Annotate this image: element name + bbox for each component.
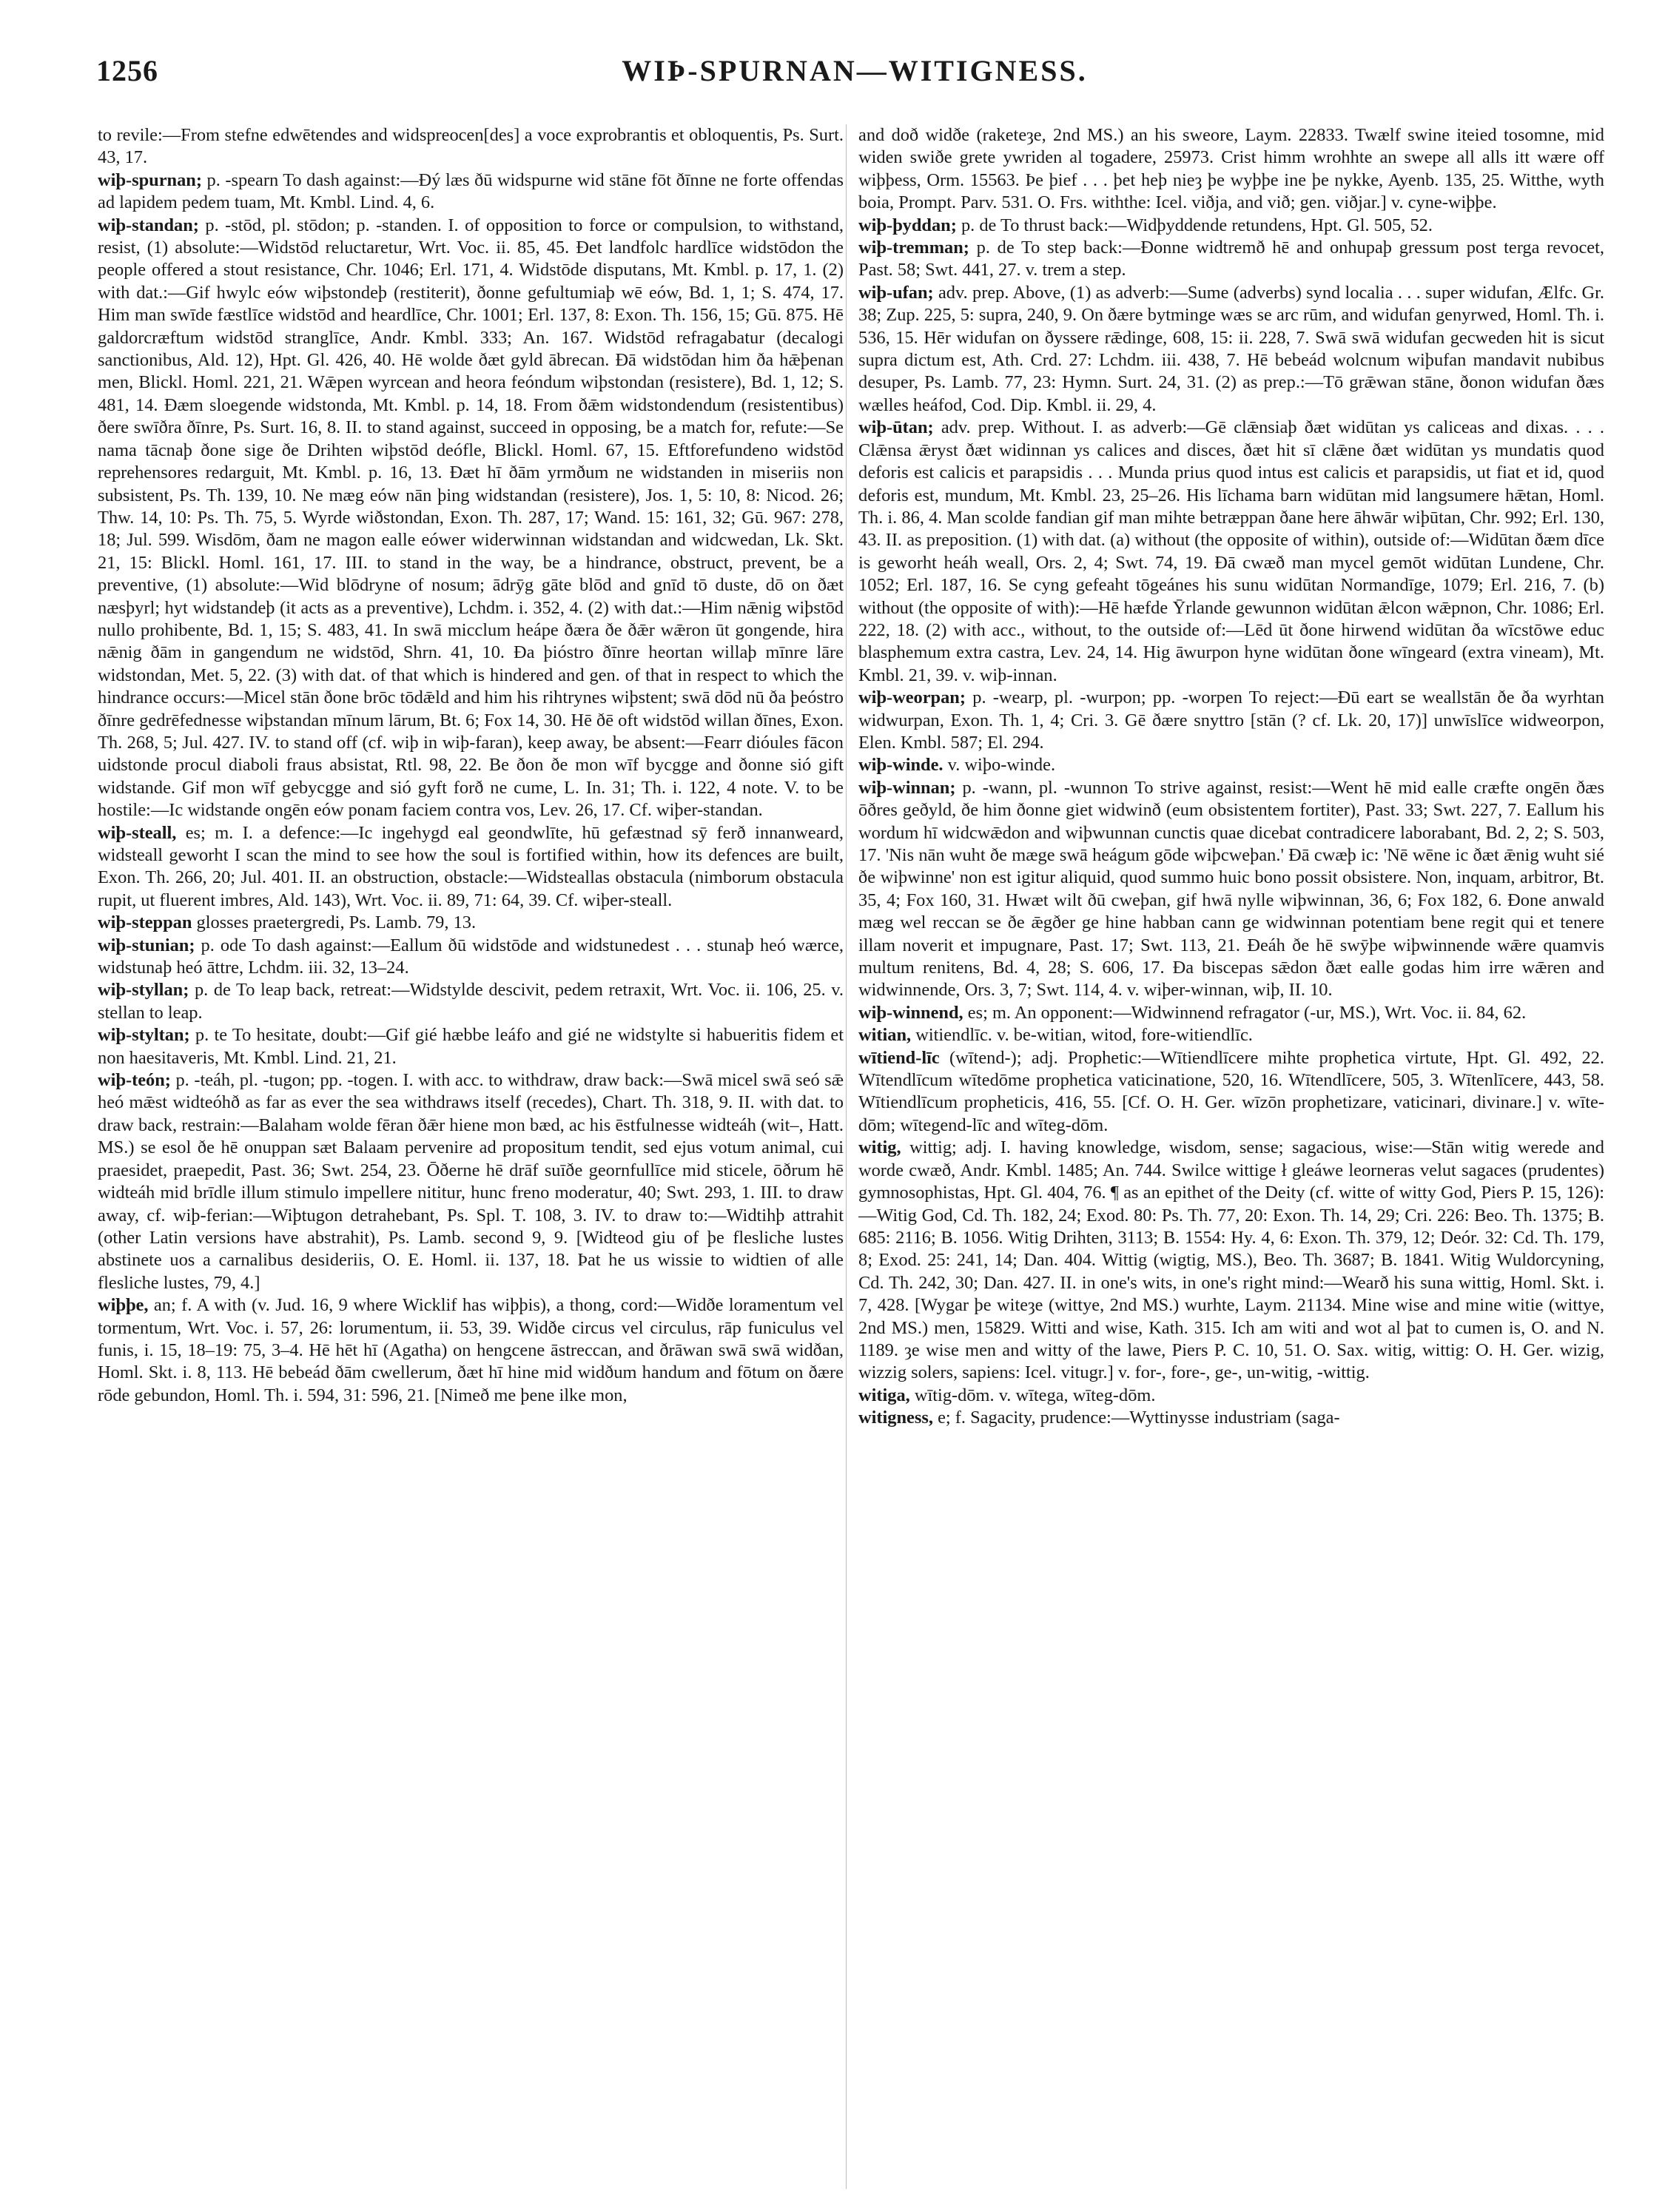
dictionary-entry [858, 237, 1604, 282]
column-divider [846, 124, 847, 2189]
dictionary-entry [858, 1047, 1604, 1137]
entry-headword: wiþ-teón; [98, 1070, 171, 1091]
entry-text: p. de To leap back, retreat:—Widstylde descivit, pedem retraxit, Wrt. Voc. ii. 106, 25. v. stellan to leap. [98, 980, 844, 1023]
entry-headword: wiþþe, [98, 1295, 149, 1316]
dictionary-entry [858, 754, 1604, 776]
entry-text: e; f. Sagacity, prudence:—Wyttinysse industriam (saga- [932, 1408, 1340, 1428]
dictionary-entry [98, 1024, 844, 1069]
dictionary-entry [858, 1002, 1604, 1024]
entry-headword: wītiend-līc [858, 1047, 940, 1068]
entry-text: wittig; adj. I. having knowledge, wisdom, sense; sagacious, wise:—Stān witig werede and worde cwæð, Andr. Kmbl. 1485; An. 744. Swilce wittige ł gleáwe leorneras velut sagaces (prudentes) gymnosophistas, Hpt. Gl. 404, 76. ¶ as an epithet of the Deity (cf. witte of witty God, Piers P. 15, 126):—Witig God, Cd. Th. 182, 24; Exod. 80: Ps. Th. 77, 20: Exon. Th. 14, 29; Cri. 226: Beo. Th. 1375; B. 685: 2116; B. 1056. Witig Drihten, 3113; B. 1554: Hy. 4, 6: Exon. Th. 379, 12; Deór. 32: Cd. Th. 179, 8; Exod. 25: 241, 14; Dan. 404. Wittig (wigtig, MS.), Beo. Th. 3687; B. 1841. Witig Wuldorcyning, Cd. Th. 242, 30; Dan. 427. II. in one's wits, in one's right mind:—Wearð his suna wittig, Homl. Skt. i. 7, 428. [Wygar þe witeȝe (wittye, 2nd MS.) wurhte, Laym. 21134. Mine wise and mine witie (wittye, 2nd MS.) men, 15829. Witti and wise, Kath. 315. Ich am witi and wot al þat to cumen is, O. and N. 1189. ȝe wise men and witty of the lawe, Piers P. C. 10, 51. O. Sax. witig, wittig: O. H. Ger. wizig, wizzig solers, sapiens: Icel. vitugr.] v. for-, fore-, ge-, un-witig, -wittig. [858, 1137, 1604, 1383]
entry-text: p. -wann, pl. -wunnon To strive against, resist:—Went hē mid ealle cræfte ongēn ðæs ōðres geðyld, ðe him ðonne giet widwinð (eum obsistentem fortiter), Past. 33; Swt. 227, 7. Eallum his wordum hī widcwǣdon and wiþwunnan cunctis quae dicebat contradicere laborabant, Bd. 2, 2; S. 503, 17. 'Nis nān wuht ðe mæge swā heágum gōde wiþcweþan.' Ðā cwæþ ic: 'Nē wēne ic ðæt ǣnig wuht sié ðe wiþwinne' non est igitur aliquid, quod summo huic bono possit obsistere. Non, inquam, arbitror, Bt. 35, 4; Fox 160, 31. Hwæt wilt ðū cweþan, gif hwā nylle wiþwinnan, 36, 6; Fox 182, 6. Ðone anwald mæg wel reccan se ðe ǣgðer ge hine habban cann ge widwinnan potentiam bene regit qui et tenere illam noverit et impugnare, Past. 17; Swt. 113, 21. Ðeáh ðe hē swȳþe wiþwinnende wǣre quamvis multum renitens, Bd. 4, 28; S. 606, 17. Ða biscepas sǣdon ðæt ealle godas him irre wǣren and widwinnende, Ors. 3, 7; Swt. 114, 4. v. wiþer-winnan, wiþ, II. 10. [858, 777, 1604, 1001]
entry-text: an; f. A with (v. Jud. 16, 9 where Wicklif has wiþþis), a thong, cord:—Widðe loramentum vel tormentum, Wrt. Voc. i. 57, 26: lorumentum, ii. 53, 39. Widðe circus vel circulus, rāp funiculus vel funis, i. 15, 18–19: 75, 3–4. Hē hēt hī (Agatha) on hengcene āstreccan, and ðrāwan swā swā widðan, Homl. Skt. i. 8, 113. Hē bebeád ðām cwellerum, ðæt hī hine mid widðum handum and fōtum on ðære rōde gebundon, Homl. Th. i. 594, 31: 596, 21. [Nimeð me þene ilke mon, [98, 1295, 844, 1405]
entry-text: adv. prep. Above, (1) as adverb:—Sume (adverbs) synd localia . . . super widufan, Ælfc. Gr. 38; Zup. 225, 5: supra, 240, 9. On ðære bytminge wæs se arc rūm, and widufan genyrwed, Homl. Th. i. 536, 15. Hēr widufan on ðyssere rǣdinge, 608, 15: ii. 228, 7. Swā swā widufan gecweden hit is sicut supra dictum est, Ath. Crd. 27: Lchdm. iii. 438, 7. Hē bebeád wolcnum wiþufan mandavit nubibus desuper, Ps. Lamb. 77, 23: Hymn. Surt. 24, 31. (2) as prep.:—Tō grǣwan stāne, ðonon widufan ðæs wælles heáfod, Cod. Dip. Kmbl. ii. 29, 4. [858, 282, 1604, 415]
running-head [96, 53, 1613, 105]
entry-headword: wiþ-weorpan; [858, 688, 966, 708]
dictionary-entry [98, 215, 844, 822]
entry-continuation [858, 124, 1604, 215]
dictionary-entry [98, 979, 844, 1024]
entry-headword: wiþ-winde. [858, 755, 944, 776]
entry-text: p. -stōd, pl. stōdon; p. -standen. I. of opposition to force or compulsion, to withstand, resist, (1) absolute:—Widstōd reluctaretur, Wrt. Voc. ii. 85, 45. Ðet landfolc hardlīce widstōdon the people offered a stout resistance, Chr. 1046; Erl. 171, 4. Widstōde disputans, Mt. Kmbl. p. 17, 1. (2) with dat.:—Gif hwylc eów wiþstondeþ (restiterit), ðonne gefultumiaþ wē eów, Bd. 1, 1; S. 474, 17. Him man swīde fæstlīce widstōd and heardlīce, Chr. 1001; Erl. 137, 8: Exon. Th. 156, 15; Gū. 875. Hē galdorcræftum widstōd stranglīce, Andr. Kmbl. 333; An. 167. Widstōd refragabatur (decalogi sanctionibus, Ald. 12), Hpt. Gl. 426, 40. Hē wolde ðæt gyld ābrecan. Ðā widstōdan him ða hǣþenan men, Blickl. Homl. 221, 21. Wǣpen wyrcean and heora feóndum wiþstondan (resistere), Bd. 1, 12; S. 481, 14. Ðæm sloegende widstonda, Mt. Kmbl. p. 14, 18. From ðǣm widstondendum (resistentibus) ðere swīðra ðīnre, Ps. Surt. 16, 8. II. to stand against, succeed in opposing, be a match for, refute:—Se nama tācnaþ ðone sige ðe Drihten wiþstōd deófle, Blickl. Homl. 67, 15. Eftforefundeno widstōd reprehensores redarguit, Mt. Kmbl. p. 16, 13. Ðæt hī ðām yrmðum ne widstanden in miseriis non subsistent, Ps. Th. 139, 10. Ne mæg eów nān þing widstandan (resistere), Jos. 1, 5: 10, 8: Nicod. 26; Thw. 14, 10: Ps. Th. 75, 5. Wyrde wiðstondan, Exon. Th. 287, 17; Wand. 15: 161, 32; Gū. 967: 278, 18; Jul. 599. Wisdōm, ðam ne magon ealle eówer widerwinnan widstandan and widcwedan, Lk. Skt. 21, 15: Blickl. Homl. 161, 17. III. to stand in the way, be a hindrance, obstruct, prevent, be a preventive, (1) absolute:—Wid blōdryne of nosum; ādrȳg gāte blōd and gnīd tō duste, dō on ðæt næsþyrl; hyt widstandeþ (it acts as a preventive), Lchdm. i. 352, 4. (2) with dat.:—Him nǣnig wiþstōd nullo prohibente, Bd. 1, 15; S. 483, 41. In swā micclum heápe ðæra ðe ðǣr wǣron ūt gongende, hira nǣnig ðām in gangendum ne widstōd, Shrn. 41, 10. Ða þióstro ðīnre heortan willaþ mīnre lāre widstondan, Met. 5, 22. (3) with dat. of that which is hindered and gen. of that in respect to which the hindrance occurs:—Micel stān ðone brōc tōdǣld and him his rihtrynes wiþstent; swā dōd nū ða þeóstro ðīnre gedrēfednesse wiþstandan mīnum lārum, Bt. 6; Fox 14, 30. Hē ðē oft widstōd willan ðīnes, Exon. Th. 268, 5; Jul. 427. IV. to stand off (cf. wiþ in wiþ-faran), keep away, be absent:—Fearr dióules fācon uidstonde procul diaboli fraus absistat, Rtl. 98, 22. Be ðon ðe mon wīf bycgge and ðonne sió gift widstande. Gif mon wīf gebycgge and sió gyft forð ne cume, L. In. 31; Th. i. 122, 4 note. V. to be hostile:—Ic widstande ongēn eów ponam faciem contra vos, Lev. 26, 17. Cf. wiþer-standan. [98, 215, 844, 821]
entry-text: p. -spearn To dash against:—Ðý læs ðū widspurne wid stāne fōt ðīnne ne forte offendas ad lapidem pedem tuam, Mt. Kmbl. Lind. 4, 6. [98, 169, 844, 213]
entry-text: p. de To step back:—Ðonne widtremð hē and onhupaþ gressum post terga revocet, Past. 58; Swt. 441, 27. v. trem a step. [858, 238, 1604, 280]
entry-text: p. ode To dash against:—Eallum ðū widstōde and widstunedest . . . stunaþ heó wærce, widstunaþ heó āttre, Lchdm. iii. 32, 13–24. [98, 935, 844, 978]
entry-headword: wiþ-ufan; [858, 282, 934, 303]
entry-text: es; m. An opponent:—Widwinnend refragator (-ur, MS.), Wrt. Voc. ii. 84, 62. [963, 1002, 1527, 1023]
dictionary-entry [858, 417, 1604, 687]
entry-text: glosses praetergredi, Ps. Lamb. 79, 13. [192, 912, 477, 933]
dictionary-entry [98, 912, 844, 934]
entry-headword: wiþ-styllan; [98, 980, 189, 1001]
entry-text: p. de To thrust back:—Widþyddende retundens, Hpt. Gl. 505, 52. [956, 215, 1433, 235]
entry-headword: wiþ-tremman; [858, 238, 969, 258]
page-title: WIÞ-SPURNAN—WITIGNESS. [622, 54, 1088, 87]
dictionary-entry [858, 777, 1604, 1002]
entry-headword: wiþ-winnan; [858, 777, 956, 798]
dictionary-entry [98, 1069, 844, 1294]
entry-text: and doð widðe (raketeȝe, 2nd MS.) an his sweore, Laym. 22833. Twælf swine iteied tosomne, mid widen swiðe grete ywriden al togadere, 25973. Crist himm wrohhte an swepe all alls itt wære off wiþþess, Orm. 15563. Þe þief . . . þet heþ nieȝ þe wyþþe ine þe nykke, Ayenb. 135, 25. Witthe, wyth boia, Prompt. Parv. 531. O. Frs. withthe: Icel. viðja, and við; gen. viðjar.] v. cyne-wiþþe. [858, 125, 1604, 213]
entry-headword: wiþ-standan; [98, 215, 199, 235]
dictionary-entry [98, 1294, 844, 1407]
dictionary-entry [98, 935, 844, 980]
left-column [98, 124, 844, 2182]
entry-headword: wiþ-spurnan; [98, 169, 202, 190]
dictionary-entry [858, 1407, 1604, 1429]
dictionary-entry [858, 1385, 1604, 1407]
dictionary-entry [858, 1024, 1604, 1046]
entry-text: (wītend-); adj. Prophetic:—Wītiendlīcere mihte prophetica virtute, Hpt. Gl. 492, 22. Wītendlīcum wītedōme prophetica vaticinatione, 520, 16. Wītendlīcere, 505, 3. Wītenlīcere, 443, 58. Wītiendlīcum propheticis, 416, 55. [Cf. O. H. Ger. wīzōn prophetizare, vaticinari, divinare.] v. wīte-dōm; wītegend-līc and wīteg-dōm. [858, 1047, 1604, 1135]
entry-headword: witian, [858, 1025, 912, 1046]
entry-text: adv. prep. Without. I. as adverb:—Gē clǣnsiaþ ðæt widūtan ys caliceas and dixas. . . . Clǣnsa ǣryst ðæt widinnan ys calices and disces, ðæt hit sī clǣne ðæt widūtan ys mundatis quod deforis est calicis et parapsidis . . . Munda prius quod intus est calicis et parapsidis, ut fiat et id, quod deforis est, mundum, Mt. Kmbl. 23, 25–26. His līchama barn widūtan mid langsumere hǣtan, Homl. Th. i. 86, 4. Man scolde fandian gif man mihte betræppan ðane here āhwār wiþūtan, Chr. 992; Erl. 130, 43. II. as preposition. (1) with dat. (a) without (the opposite of within), outside of:—Widūtan ðæm dīce is geworht heáh weall, Ors. 2, 4; Swt. 74, 19. Ðā cwæð man mycel gemōt widūtan Lundene, Chr. 1052; Erl. 187, 16. Se cyng gefeaht tōgeánes his sunu widūtan Normandīge, 1079; Erl. 216, 7. (b) without (the opposite of with):—Hē hæfde Ȳrlande gewunnon widūtan ǣlcon wǣpnon, Chr. 1086; Erl. 222, 18. (2) with acc., without, to the outside of:—Lēd ūt ðone hirwend widūtan ða wīcstōwe educ blasphemum extra castra, Lev. 24, 14. Hig āwurpon hyne widūtan ðone wīngeard (extra vineam), Mt. Kmbl. 21, 39. v. wiþ-innan. [858, 417, 1604, 685]
right-column [858, 124, 1604, 2182]
dictionary-entry [98, 169, 844, 215]
dictionary-entry [858, 1137, 1604, 1384]
dictionary-entry [98, 822, 844, 912]
entry-headword: wiþ-steall, [98, 822, 177, 843]
entry-text: wītig-dōm. v. wītega, wīteg-dōm. [909, 1385, 1156, 1405]
entry-headword: witigness, [858, 1408, 933, 1428]
dictionary-entry [858, 282, 1604, 417]
entry-headword: wiþ-ūtan; [858, 417, 934, 438]
entry-text: p. te To hesitate, doubt:—Gif gié hæbbe leáfo and gié ne widstylte si habueritis fidem et non haesitaveris, Mt. Kmbl. Lind. 21, 21. [98, 1025, 844, 1068]
entry-text: p. -wearp, pl. -wurpon; pp. -worpen To reject:—Ðū eart se weallstān ðe ða wyrhtan widwurpan, Exon. Th. 1, 4; Cri. 3. Gē ðære snyttro [stān (? cf. Lk. 20, 17)] unwīslīce widweorpon, Elen. Kmbl. 587; El. 294. [858, 688, 1604, 753]
entry-text: es; m. I. a defence:—Ic ingehygd eal geondwlīte, hū gefæstnad sȳ ferð innanweard, widsteall geworht I scan the mind to see how the soul is fortified within, how its defences are built, Exon. Th. 266, 20; Jul. 401. II. an obstruction, obstacle:—Widsteallas obstacula (nimborum obstacula rupit, ut fluerent imbres, Ald. 143), Wrt. Voc. ii. 89, 71: 64, 39. Cf. wiþer-steall. [98, 822, 844, 910]
dictionary-entry [858, 215, 1604, 237]
entry-headword: wiþ-þyddan; [858, 215, 957, 235]
entry-headword: wiþ-winnend, [858, 1002, 963, 1023]
page-number: 1256 [96, 54, 158, 87]
entry-headword: wiþ-styltan; [98, 1025, 190, 1046]
entry-text: p. -teáh, pl. -tugon; pp. -togen. I. with acc. to withdraw, draw back:—Swā micel swā seó sǣ heó mǣst widteóhð as far as ever the sea withdraws itself (recedes), Chart. Th. 318, 9. II. with dat. to draw back, restrain:—Balaham wolde fēran ðǣr hiene mon bæd, ac his ēstfulnesse widteáh (wit–, Hatt. MS.) se esol ðe hē onuppan sæt Balaam pervenire ad propositum tendit, sed ejus votum animal, cui praesidet, praepedit, Past. 36; Swt. 254, 23. Ōðerne hē drāf suīðe geornfullīce mid sticele, ōðrum hē widteáh mid brīdle illum stimulo impellere nititur, hunc freno moderatur, 40; Swt. 293, 1. III. to draw away, cf. wiþ-ferian:—Wiþtugon detrahebant, Ps. Spl. T. 108, 3. IV. to draw to:—Widtihþ attrahit (other Latin versions have abstrahit), Ps. Lamb. second 9, 9. [Widteod giu of þe flesliche lustes abstinete uos a carnalibus desideriis, O. E. Homl. ii. 137, 18. Þat he us wissie to widtien of alle flesliche lustes, 79, 4.] [98, 1070, 844, 1293]
entry-text: to revile:—From stefne edwētendes and widspreocen[des] a voce exprobrantis et obloquentis, Ps. Surt. 43, 17. [98, 125, 844, 168]
entry-text: witiendlīc. v. be-witian, witod, fore-witiendlīc. [911, 1025, 1253, 1046]
entry-continuation [98, 124, 844, 169]
entry-headword: wiþ-stunian; [98, 935, 195, 955]
dictionary-entry [858, 687, 1604, 754]
entry-text: v. wiþo-winde. [943, 755, 1056, 776]
entry-headword: witiga, [858, 1385, 910, 1405]
entry-headword: wiþ-steppan [98, 912, 192, 933]
entry-headword: witig, [858, 1137, 901, 1158]
